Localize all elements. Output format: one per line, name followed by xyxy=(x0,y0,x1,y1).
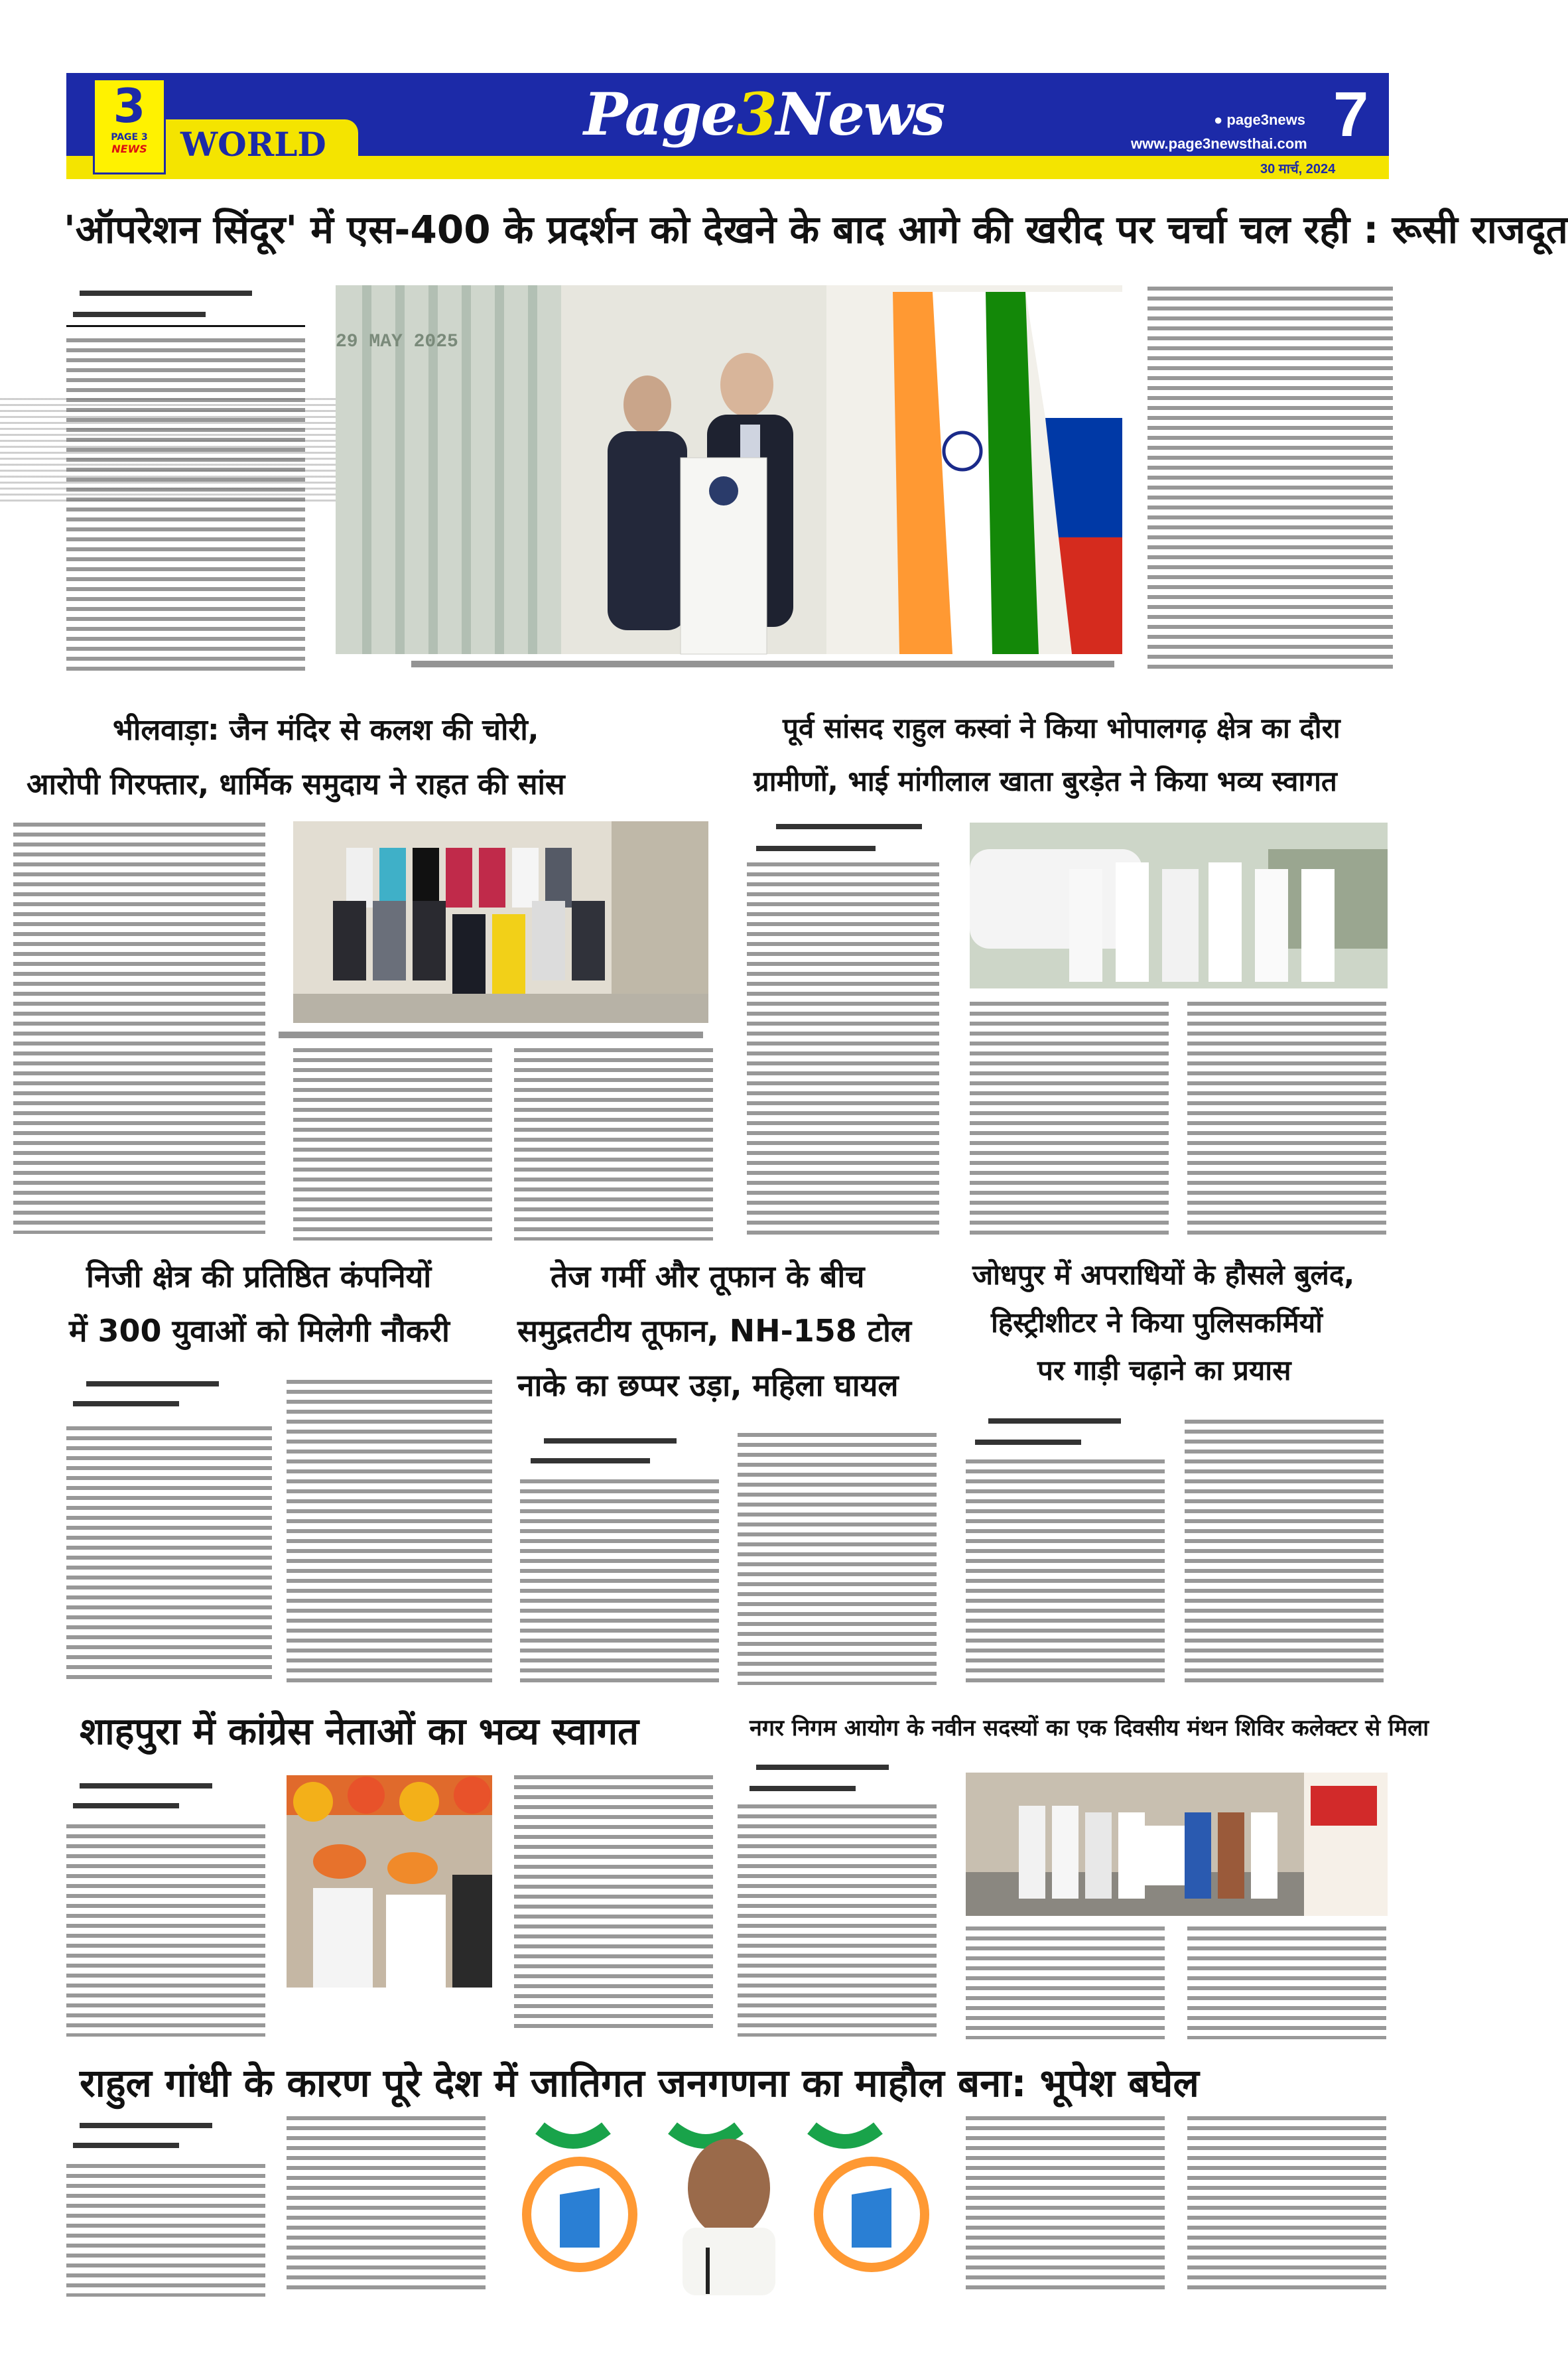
story8-headline: नगर निगम आयोग के नवीन सदस्यों का एक दिवसीय मंथन शिविर कलेक्टर से मिला xyxy=(750,1715,1429,1741)
lead-photo-caption xyxy=(411,661,1114,667)
story2-headline-line2: आरोपी गिरफ्तार, धार्मिक समुदाय ने राहत की सांस xyxy=(27,768,565,801)
group-outdoor-photo-illustration xyxy=(970,823,1388,988)
story3-dateline xyxy=(756,846,876,851)
story9-text-column-2 xyxy=(287,2116,486,2295)
story5-byline xyxy=(544,1438,677,1444)
story9-dateline xyxy=(73,2143,179,2148)
brand-prefix: Page xyxy=(584,80,737,149)
story2-photo xyxy=(293,821,708,1023)
lead-photo xyxy=(336,285,1122,654)
story5-headline-line2: समुद्रतटीय तूफान, NH-158 टोल xyxy=(517,1313,912,1349)
story5-headline-line3: नाके का छप्पर उड़ा, महिला घायल xyxy=(517,1367,899,1403)
story7-headline: शाहपुरा में कांग्रेस नेताओं का भव्य स्वागत xyxy=(80,1710,639,1753)
story8-text-column-3 xyxy=(1187,1926,1386,2039)
lead-byline xyxy=(80,291,252,296)
collector-meeting-photo-illustration xyxy=(966,1773,1388,1916)
story2-headline-line1: भीलवाड़ा: जैन मंदिर से कलश की चोरी, xyxy=(113,713,539,747)
story9-text-column-1 xyxy=(66,2164,265,2297)
story8-byline xyxy=(756,1765,889,1770)
story6-headline-line2: हिस्ट्रीशीटर ने किया पुलिसकर्मियों xyxy=(991,1306,1323,1339)
logo-line1: PAGE 3 xyxy=(111,132,148,143)
story7-photo xyxy=(287,1775,492,1988)
story9-text-column-4 xyxy=(1187,2116,1386,2295)
social-dot-icon: ● xyxy=(1214,111,1227,128)
brand-title xyxy=(584,80,945,153)
social-handle xyxy=(1214,111,1305,129)
story6-dateline xyxy=(975,1440,1081,1445)
lead-text-column-2 xyxy=(1147,287,1393,671)
congress-leader-photo-illustration xyxy=(520,2115,937,2295)
story4-headline-line1: निजी क्षेत्र की प्रतिष्ठित कंपनियों xyxy=(86,1258,432,1294)
story3-text-column-2 xyxy=(970,1002,1169,1241)
story5-text-column-1 xyxy=(520,1479,719,1685)
lead-dateline xyxy=(73,312,206,317)
website-url: www.page3newsthai.com xyxy=(1131,135,1307,152)
photo-date-stamp: 29 MAY 2025 xyxy=(336,332,458,352)
section-tab xyxy=(166,119,358,165)
story7-text-column-2 xyxy=(514,1775,713,2034)
story2-text-column-1 xyxy=(13,823,265,1234)
welcome-photo-illustration xyxy=(287,1775,492,1988)
story3-text-column-3 xyxy=(1187,1002,1386,1241)
story9-text-column-3 xyxy=(966,2116,1165,2295)
story9-byline xyxy=(80,2123,212,2128)
issue-date: 30 मार्च, 2024 xyxy=(1260,162,1336,176)
story8-dateline xyxy=(750,1786,856,1791)
story3-headline-line2: ग्रामीणों, भाई मांगीलाल खाता बुरड़ेत ने किया भव्य स्वागत xyxy=(753,765,1337,797)
story6-text-column-1 xyxy=(966,1459,1165,1685)
story2-text-column-3 xyxy=(514,1048,713,1241)
group-photo-illustration xyxy=(293,821,708,1023)
story2-photo-caption xyxy=(279,1032,703,1038)
story4-byline xyxy=(86,1381,219,1386)
story3-byline xyxy=(776,824,922,829)
story5-dateline xyxy=(531,1458,650,1463)
section-label: WORLD xyxy=(180,125,326,164)
story3-photo xyxy=(970,823,1388,988)
brand-digit: 3 xyxy=(736,80,776,149)
story9-photo xyxy=(520,2115,937,2295)
social-text: page3news xyxy=(1226,111,1306,128)
story6-headline-line1: जोधपुर में अपराधियों के हौसले बुलंद, xyxy=(972,1258,1355,1291)
story4-text-column-1 xyxy=(66,1426,272,1685)
story9-headline: राहुल गांधी के कारण पूरे देश में जातिगत जनगणना का माहौल बना: भूपेश बघेल xyxy=(80,2060,1199,2106)
page3-logo xyxy=(93,78,166,174)
lead-text-column-1 xyxy=(66,338,305,677)
story4-dateline xyxy=(73,1401,179,1406)
story7-dateline xyxy=(73,1803,179,1808)
story6-headline-line3: पर गाड़ी चढ़ाने का प्रयास xyxy=(1037,1354,1291,1386)
story4-headline-line2: में 300 युवाओं को मिलेगी नौकरी xyxy=(69,1313,450,1349)
story7-byline xyxy=(80,1783,212,1789)
story5-text-column-2 xyxy=(738,1433,937,1685)
story7-text-column-1 xyxy=(66,1824,265,2037)
story8-text-column-1 xyxy=(738,1804,937,2037)
page-number: 7 xyxy=(1333,79,1369,150)
brand-suffix: News xyxy=(775,80,945,149)
story2-text-column-2 xyxy=(293,1048,492,1241)
lead-headline: 'ऑपरेशन सिंदूर' में एस-400 के प्रदर्शन को देखने के बाद आगे की खरीद पर चर्चा चल रही : रूसी राजदूत xyxy=(64,207,1568,252)
story3-text-column-1 xyxy=(747,862,939,1241)
lead-rule xyxy=(66,325,305,327)
logo-line2: NEWS xyxy=(111,143,147,155)
story5-headline-line1: तेज गर्मी और तूफान के बीच xyxy=(551,1258,865,1294)
story8-text-column-2 xyxy=(966,1926,1165,2039)
story6-byline xyxy=(988,1418,1121,1424)
story4-text-column-2 xyxy=(287,1380,492,1685)
story6-text-column-2 xyxy=(1185,1420,1384,1685)
logo-number: 3 xyxy=(113,79,146,133)
story8-photo xyxy=(966,1773,1388,1916)
story3-headline-line1: पूर्व सांसद राहुल कस्वां ने किया भोपालगढ़ क्षेत्र का दौरा xyxy=(783,712,1340,744)
